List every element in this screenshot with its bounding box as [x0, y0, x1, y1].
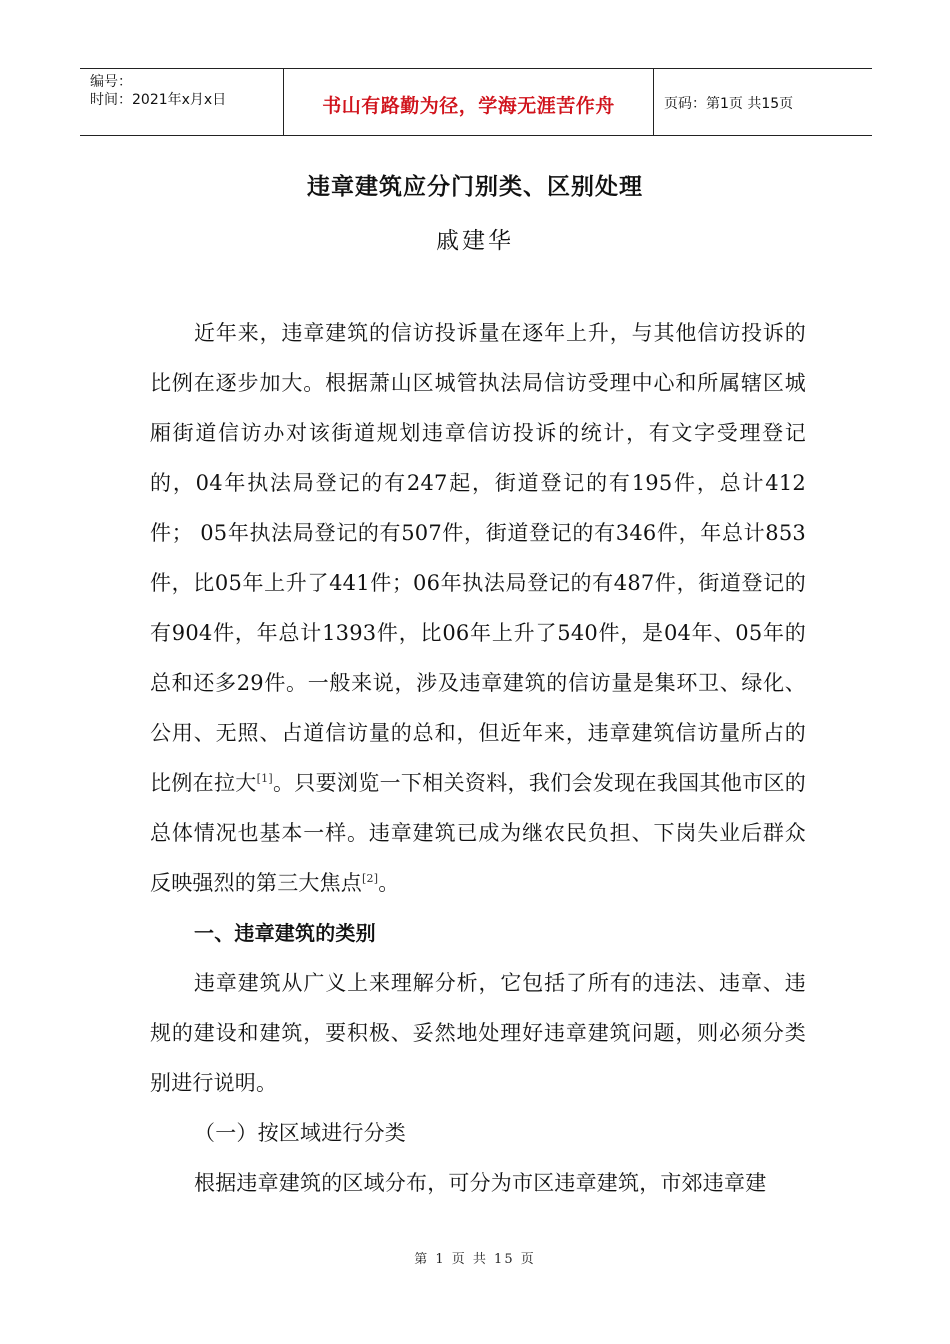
document-body — [150, 308, 806, 1208]
paragraph-categories: 违章建筑从广义上来理解分析，它包括了所有的违法、违章、违规的建设和建筑，要积极、妥然地处理好违章建筑问题，则必须分类别进行说明。 — [150, 971, 806, 1095]
footnote-ref-2[interactable]: [2] — [362, 872, 379, 885]
paragraph-intro-text-3: 。 — [378, 871, 400, 895]
time-label: 时间：2021年x月x日 — [90, 92, 227, 108]
number-label: 编号： — [90, 74, 132, 90]
document-author: 戚建华 — [436, 228, 514, 254]
paragraph-intro — [150, 308, 806, 908]
paragraph-region: 根据违章建筑的区域分布，可分为市区违章建筑，市郊违章建 — [194, 1171, 767, 1195]
paragraph-intro-text-2: 。只要浏览一下相关资料，我们会发现在我国其他市区的总体情况也基本一样。违章建筑已成为继农民负担、下岗失业后群众反映强烈的第三大焦点 — [150, 771, 807, 895]
footnote-ref-1[interactable]: [1] — [256, 772, 273, 785]
document-title: 违章建筑应分门别类、区别处理 — [307, 174, 643, 200]
section-heading-1: 一、违章建筑的类别 — [194, 921, 376, 945]
subsection-heading-1: （一）按区域进行分类 — [194, 1121, 406, 1145]
header-page-cell — [654, 69, 872, 135]
paragraph-intro-text-1: 近年来，违章建筑的信访投诉量在逐年上升，与其他信访投诉的比例在逐步加大。根据萧山区城管执法局信访受理中心和所属辖区城厢街道信访办对该街道规划违章信访投诉的统计，有文字受理登记的，04年执法局登记的有247起，街道登记的有195件，总计412件； 05年执法局登记的有507件，街道登记的有346件，年总计853件，比05年上升了441件；06年执法局登记的有487件，街道登记的有904件，年总计1393件，比06年上升了540件，是04年、05年的总和还多29件。一般来说，涉及违章建筑的信访量是集环卫、绿化、公用、无照、占道信访量的总和，但近年来，违章建筑信访量所占的比例在拉大 — [150, 321, 806, 795]
header-table — [80, 68, 872, 136]
page-footer: 第 1 页 共 15 页 — [414, 1252, 536, 1267]
page-info: 页码：第1页 共15页 — [664, 96, 794, 112]
header-motto-cell — [284, 69, 654, 135]
motto-text: 书山有路勤为径，学海无涯苦作舟 — [322, 94, 615, 117]
header-meta-cell — [80, 69, 284, 135]
